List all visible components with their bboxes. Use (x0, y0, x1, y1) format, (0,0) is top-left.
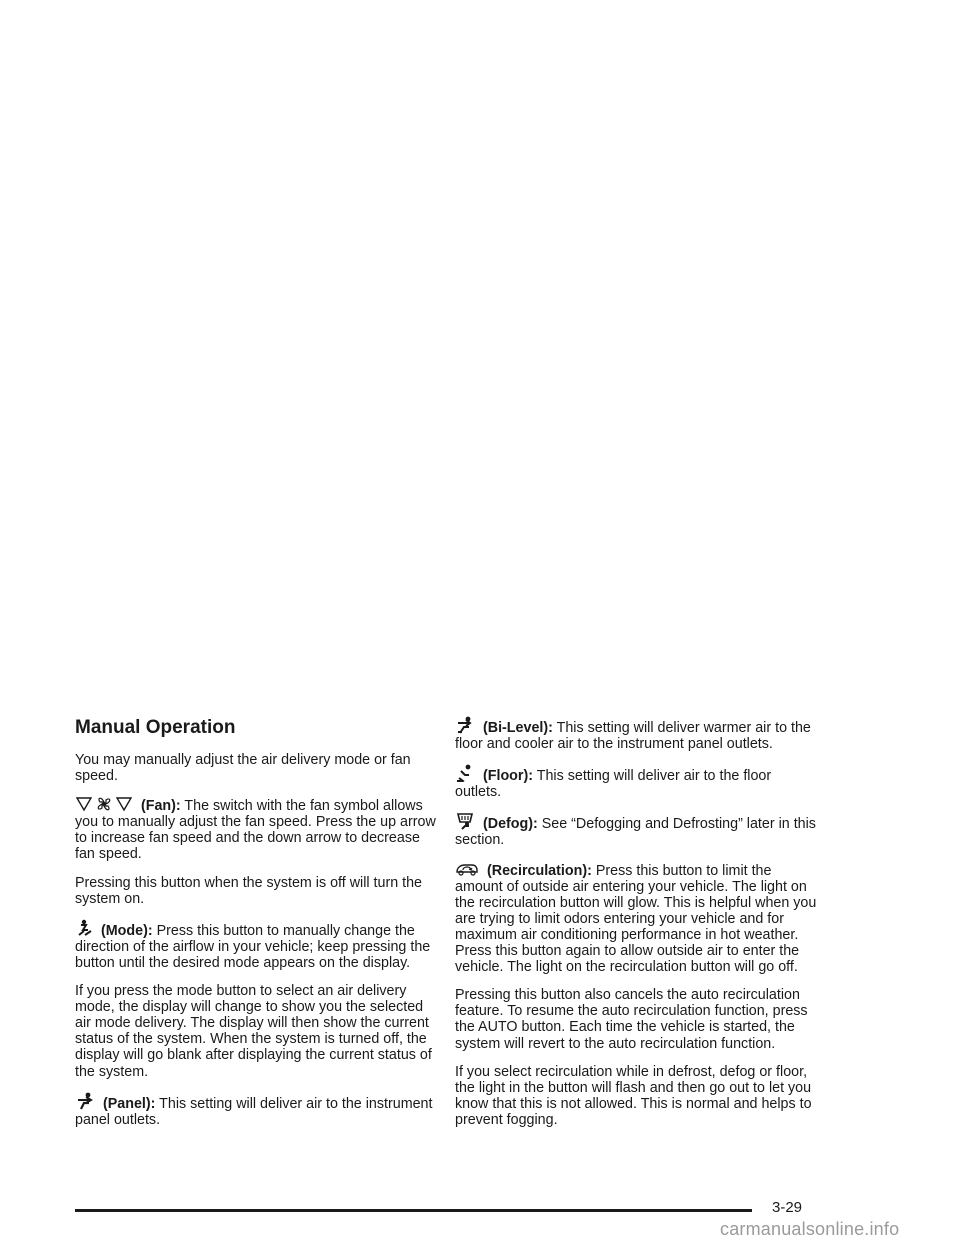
defog-label: (Defog): (482, 816, 538, 833)
fan-text: The switch with the fan symbol allows you to manually adjust the fan speed. Press the up arrow to increase fan speed and the down arrow to decrease fan speed. (75, 798, 436, 863)
fan-paragraph (75, 796, 437, 862)
intro-paragraph: You may manually adjust the air delivery mode or fan speed. (75, 752, 411, 785)
mode-paragraph (75, 919, 437, 971)
fan-up-down-icon (75, 796, 133, 812)
floor-text: This setting will deliver air to the floor outlets. (455, 768, 772, 801)
floor-vent-icon (455, 764, 475, 782)
bilevel-label: (Bi-Level): (482, 720, 553, 736)
watermark: carmanualsonline.info (720, 1219, 900, 1239)
right-column (455, 716, 817, 1140)
floor-paragraph (455, 764, 817, 800)
recirculation-note-2: If you select recirculation while in defrost, defog or floor, the light in the button will flash and then go out to let you know that this is not allowed. This is normal and helps to prevent fogging. (455, 1063, 812, 1128)
bi-level-vent-icon (455, 716, 475, 734)
section-heading: Manual Operation (75, 717, 236, 738)
mode-airflow-icon (75, 919, 93, 937)
bilevel-paragraph (455, 716, 817, 752)
defog-text: See “Defogging and Defrosting” later in this section. (455, 816, 816, 849)
floor-label: (Floor): (482, 768, 534, 785)
mode-text: Press this button to manually change the direction of the airflow in your vehicle; keep pressing the button until the desired mode appears on the display. (75, 922, 431, 971)
bilevel-text: This setting will deliver warmer air to the floor and cooler air to the instrument panel outlets. (455, 720, 811, 753)
fan-note: Pressing this button when the system is off will turn the system on. (75, 874, 422, 907)
fan-label: (Fan): (140, 798, 181, 815)
recirculation-text: Press this button to limit the amount of outside air entering your vehicle. The light on the recirculation button will glow. This is helpful when you are trying to limit odors entering your vehicle and for maximum air conditioning performance in hot weather. Press this button again to allow outside air to enter the vehicle. The light on the recirculation button will go off. (455, 862, 817, 976)
mode-note: If you press the mode button to select an air delivery mode, the display will change to show you the selected air mode delivery. The display will then show the current status of the system. When the system is turned off, the display will go blank after displaying the current status of the system. (75, 983, 432, 1080)
recirculation-note-1: Pressing this button also cancels the auto recirculation feature. To resume the auto recirculation function, press the AUTO button. Each time the vehicle is started, the system will revert to the auto recirculation function. (455, 987, 808, 1052)
recirculation-paragraph (455, 861, 817, 976)
mode-label: (Mode): (100, 922, 153, 939)
defog-paragraph (455, 812, 817, 848)
footer-rule (75, 1209, 752, 1212)
page-number: 3-29 (772, 1199, 803, 1216)
recirculation-icon (455, 861, 479, 877)
panel-vent-icon (75, 1092, 95, 1110)
left-column (75, 716, 437, 1140)
panel-label: (Panel): (102, 1095, 156, 1112)
recirculation-label: (Recirculation): (486, 862, 592, 879)
panel-text: This setting will deliver air to the instrument panel outlets. (75, 1095, 433, 1128)
defog-icon (455, 812, 475, 830)
panel-paragraph (75, 1092, 437, 1128)
